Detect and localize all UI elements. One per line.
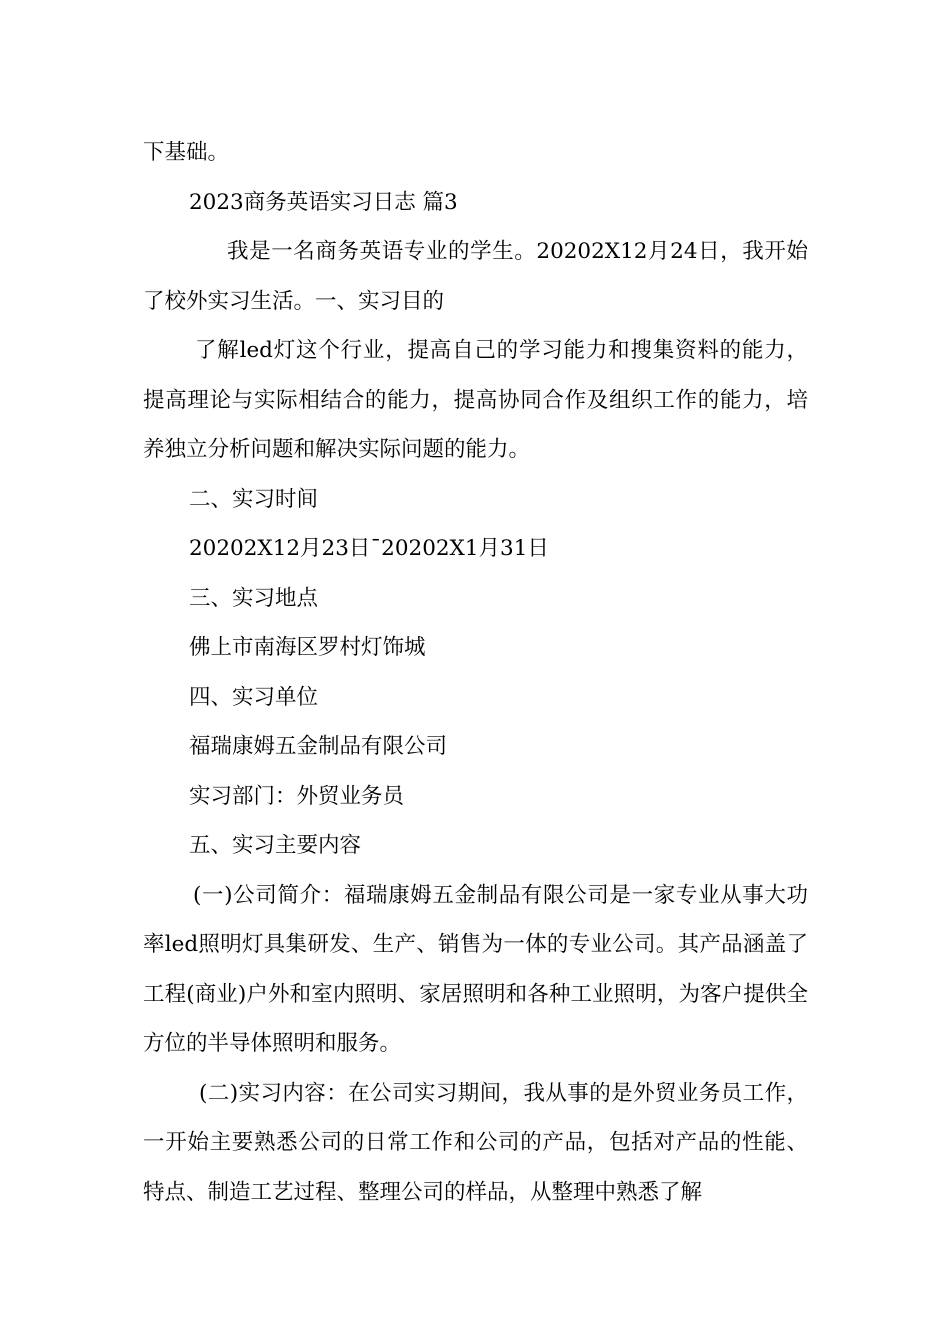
- heading-time: 二、实习时间: [189, 486, 319, 512]
- heading-content: 五、实习主要内容: [189, 833, 362, 858]
- paragraph-internship-content: (二)实习内容：在公司实习期间，我从事的是外贸业务员工作，一开始主要熟悉公司的日常工作和公司的产品，包括对产品的性能、特点、制造工艺过程、整理公司的样品，从整理中熟悉了解: [143, 1080, 808, 1205]
- paragraph-continuation: 下基础。: [143, 140, 230, 165]
- section-heading: 2023商务英语实习日志 篇3: [189, 189, 458, 215]
- heading-location: 三、实习地点: [189, 585, 319, 611]
- heading-unit: 四、实习单位: [189, 684, 319, 710]
- paragraph-purpose: 了解led灯这个行业，提高自己的学习能力和搜集资料的能力，提高理论与实际相结合的能力，提高协同合作及组织工作的能力，培养独立分析问题和解决实际问题的能力。: [143, 338, 808, 462]
- paragraph-location: 佛上市南海区罗村灯饰城: [189, 635, 426, 660]
- paragraph-company-intro: (一)公司简介：福瑞康姆五金制品有限公司是一家专业从事大功率led照明灯具集研发、生产、销售为一体的专业公司。其产品涵盖了工程(商业)户外和室内照明、家居照明和各种工业照明，为客户提供全方位的半导体照明和服务。: [143, 882, 808, 1056]
- document-body: [143, 128, 808, 1217]
- paragraph-unit: 福瑞康姆五金制品有限公司: [189, 734, 448, 759]
- paragraph-intro: 我是一名商务英语专业的学生。20202X12月24日，我开始了校外实习生活。一、实习目的: [143, 239, 808, 314]
- paragraph-department: 实习部门：外贸业务员: [189, 783, 405, 809]
- paragraph-time: 20202X12月23日¯20202X1月31日: [189, 536, 549, 561]
